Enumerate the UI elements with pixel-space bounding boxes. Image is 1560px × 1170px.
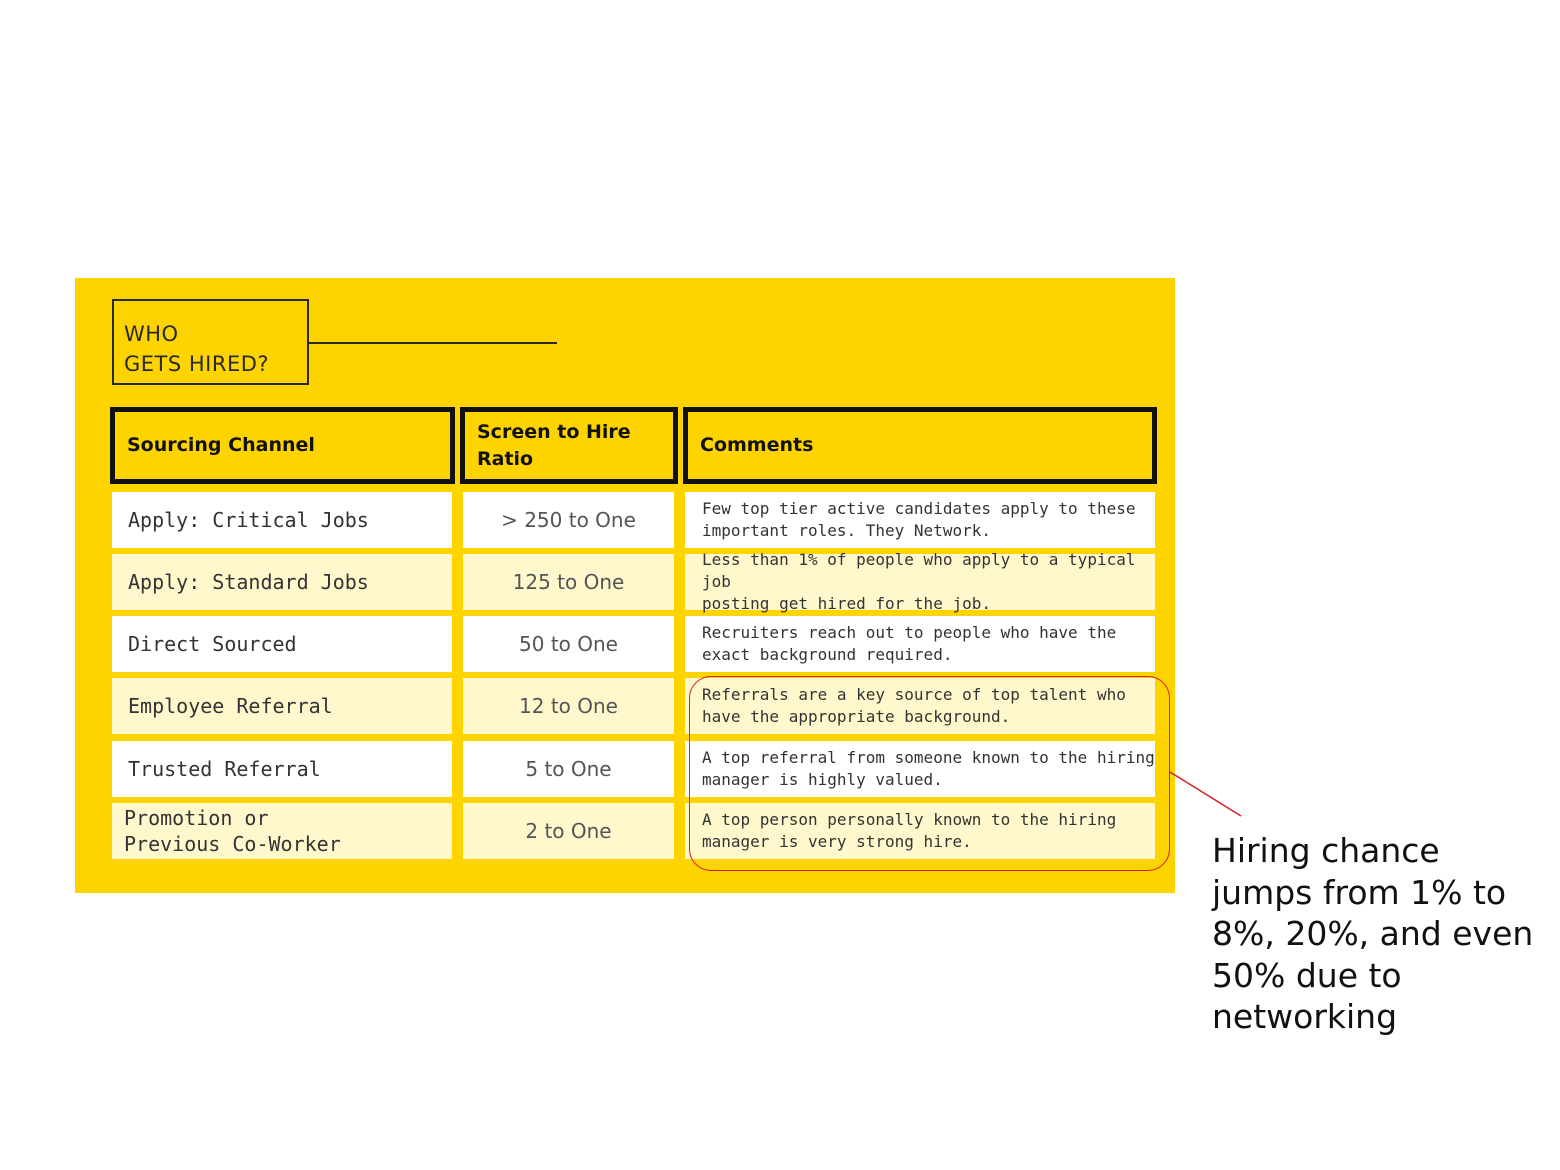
ratio-label: > 250 to One [501, 508, 636, 532]
comment-line: important roles. They Network. [702, 521, 991, 540]
networking-annotation [1212, 830, 1552, 1038]
comment-line: posting get hired for the job. [702, 594, 991, 613]
header-sourcing-channel-label: Sourcing Channel [127, 434, 315, 456]
comment-line: A top person personally known to the hiring [702, 810, 1117, 829]
comment-line: A top referral from someone known to the hiring [702, 748, 1155, 767]
title-line-2: GETS HIRED? [124, 352, 270, 376]
ratio-label: 12 to One [519, 694, 618, 718]
annotation-line: jumps from 1% to [1212, 872, 1507, 912]
channel-label: Employee Referral [128, 694, 333, 718]
comment-line: have the appropriate background. [702, 707, 1011, 726]
channel-label: Direct Sourced [128, 632, 297, 656]
comment-line: Referrals are a key source of top talent who [702, 685, 1126, 704]
callout-line [1170, 772, 1241, 816]
header-ratio-line-2: Ratio [477, 447, 534, 470]
channel-label: Previous Co-Worker [124, 832, 341, 856]
comment-line: exact background required. [702, 645, 953, 664]
comment-line: manager is highly valued. [702, 770, 943, 789]
comment-line: Less than 1% of people who apply to a typical job [702, 550, 1136, 591]
channel-label: Apply: Critical Jobs [128, 508, 369, 532]
comment-line: Few top tier active candidates apply to these [702, 499, 1136, 518]
comment-line: Recruiters reach out to people who have the [702, 623, 1117, 642]
ratio-label: 2 to One [525, 819, 612, 843]
annotation-line: 50% due to [1212, 955, 1402, 995]
comment-line: manager is very strong hire. [702, 832, 972, 851]
header-comments-label: Comments [700, 434, 814, 456]
channel-label: Apply: Standard Jobs [128, 570, 369, 594]
annotation-line: Hiring chance [1212, 831, 1440, 870]
title-line-1: WHO [124, 322, 179, 346]
ratio-label: 125 to One [512, 570, 625, 594]
annotation-line: 8%, 20%, and even [1212, 914, 1534, 953]
ratio-label: 5 to One [525, 757, 612, 781]
channel-label: Trusted Referral [128, 757, 321, 781]
ratio-label: 50 to One [519, 632, 618, 656]
annotation-line: networking [1212, 997, 1398, 1036]
channel-label: Promotion or [124, 806, 269, 830]
header-ratio-line-1: Screen to Hire [477, 420, 631, 443]
